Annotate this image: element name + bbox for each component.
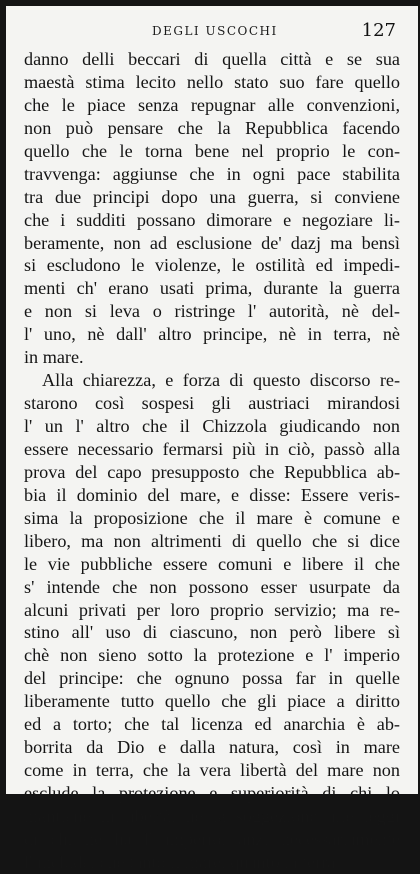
text-line: l' un l' altro che il Chizzola giudicando non [24,416,400,436]
text-line: travvenga: aggiunse che in ogni pace stabilita [24,163,400,184]
text-line: e non si leva o ristringe l' autorità, nè del- [24,301,400,322]
text-line: alcuni privati per loro proprio servizio; ma re- [24,599,400,620]
page-header [6,20,418,44]
text-line: borrita da Dio e dalla natura, così in mare [24,737,400,758]
running-head: DEGLI USCOCHI [152,24,278,38]
text-line: che le piace senza repugnar alle convenzioni, [24,94,400,115]
text-line: sima la proposizione che il mare è comune e [24,507,400,528]
text-line: menti ch' erano usati prima, durante la guerra [24,278,400,299]
text-line: in mare. [24,347,84,368]
text-line: mantiene in libertà, nè la soggezione alle leggi [24,805,400,826]
page-number: 127 [361,20,396,41]
text-line: prova del capo presupposto che Repubblica ab- [24,461,400,482]
text-line: si escludono le violenze, le ostilità ed impedi- [24,255,400,276]
text-line: del principe: che ognuno possa far in quelle [24,668,400,689]
text-line: essere necessario fermarsi più in ciò, passò alla [24,438,400,459]
text-line: l' include, che tanto il mare, quanto la terra [24,851,336,872]
book-page [6,6,418,872]
paragraph-first-line: Alla chiarezza, e forza di questo discorso re- [42,370,400,391]
text-line: che i sudditi possano dimorare e negoziare li- [24,209,400,230]
text-line: quello che le torna bene nel proprio le con- [24,140,400,161]
text-line: l' uno, nè dall' altro principe, nè in terra, nè [24,324,400,345]
text-line: chè non sieno sotto la protezione e l' imperio [24,645,400,666]
text-line: bia il dominio del mare, e disse: Essere veris- [24,484,400,505]
text-line: maestà stima lecito nello stato suo fare quello [24,71,400,92]
text-line: le vie pubbliche essere comuni e libere il che [24,553,400,574]
body-text [24,48,400,874]
text-line: starono così sospesi gli austriaci mirandosi [24,393,400,414]
text-line: danno delli beccari di quella città e se sua [24,49,400,69]
text-line: di chi ne ha l' imperio, anzi necessariamente [24,828,400,849]
text-line: stino all' uso di ciascuno, non però libere sì [24,622,400,643]
text-line: libero, ma non altrimenti di quello che si dice [24,530,400,551]
text-line: tra due principi dopo una guerra, si conviene [24,186,400,207]
text-line: s' intende che non possono esser usurpate da [24,576,400,597]
text-line: esclude la protezione e superiorità di chi lo [24,783,400,803]
text-line: non può pensare che la Repubblica facendo [24,117,400,138]
text-line: come in terra, che la vera libertà del mare non [24,760,400,781]
text-line: ed a torto; che tal licenza ed anarchia è ab- [24,714,400,735]
text-line: liberamente tutto quello che gli piace a diritto [24,691,400,712]
text-line: beramente, non ad esclusione de' dazj ma bensì [24,232,400,253]
